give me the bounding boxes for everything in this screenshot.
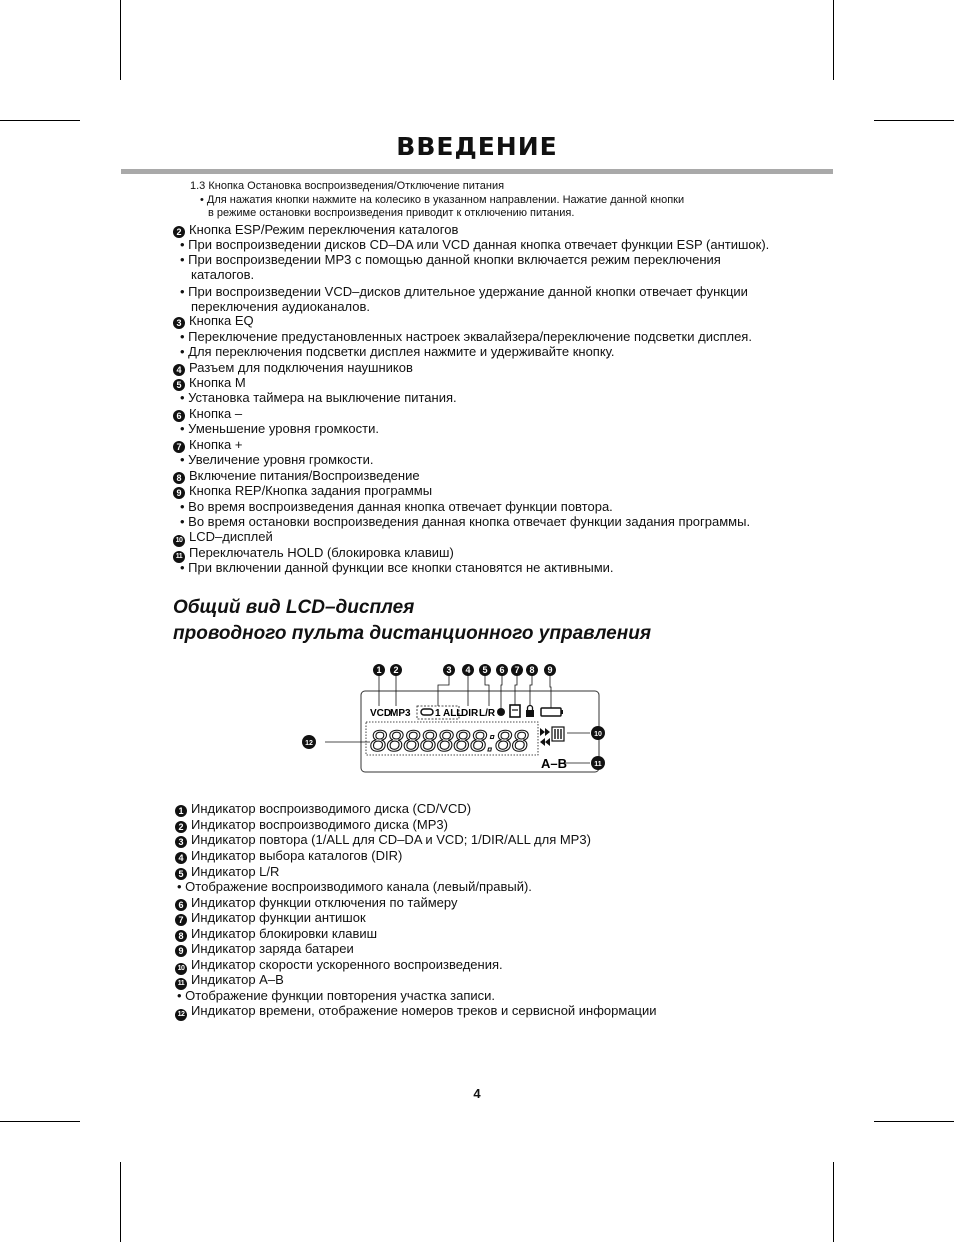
marker-5-icon: 5 [175,868,187,880]
marker-3-icon: 3 [173,317,185,329]
marker-2-icon: 2 [173,226,185,238]
marker-6-icon: 6 [173,410,185,422]
list-item-eq: 3 Кнопка EQ [173,313,254,329]
marker-10-icon: 10 [173,535,185,547]
list-item-m: 5 Кнопка M [173,375,246,391]
marker-4-icon: 4 [175,852,187,864]
bullet: • При воспроизведении MP3 с помощью данной кнопки включается режим переключения [180,252,721,267]
crop-mark [0,120,80,121]
crop-mark [874,120,954,121]
bullet-cont: переключения аудиоканалов. [191,299,371,314]
list-item-power: 8 Включение питания/Воспроизведение [173,468,420,484]
legend-item: 3 Индикатор повтора (1/ALL для CD–DA и VCD; 1/DIR/ALL для MP3) [175,832,591,848]
marker-5-icon: 5 [173,379,185,391]
svg-text:3: 3 [446,665,452,675]
legend-item: 4 Индикатор выбора каталогов (DIR) [175,848,402,864]
item-1-3: 1.3 Кнопка Остановка воспроизведения/Отключение питания [190,180,505,192]
bullet: • При включении данной функции все кнопки становятся не активными. [180,560,614,575]
list-item-hold: 11 Переключатель HOLD (блокировка клавиш) [173,545,454,563]
svg-text:6: 6 [499,665,505,675]
legend-item: 5 Индикатор L/R [175,864,279,880]
page-title: ВВЕДЕНИЕ [396,132,558,161]
list-item-headphones: 4 Разъем для подключения наушников [173,360,413,376]
svg-text:8: 8 [529,665,535,675]
legend-item: 9 Индикатор заряда батареи [175,941,354,957]
crop-mark [874,1121,954,1122]
svg-text:5: 5 [482,665,488,675]
lcd-heading-line1: Общий вид LCD–дисплея [173,597,415,618]
legend-item: 12 Индикатор времени, отображение номеров треков и сервисной информации [175,1003,657,1021]
svg-text:7: 7 [514,665,520,675]
bullet: • При воспроизведении VCD–дисков длительное удержание данной кнопки отвечает функции [180,284,748,299]
svg-text:11: 11 [594,761,602,768]
legend-item: 10 Индикатор скорости ускоренного воспроизведения. [175,957,503,975]
legend-item: 8 Индикатор блокировки клавиш [175,926,377,942]
marker-9-icon: 9 [175,945,187,957]
crop-mark [120,1162,121,1242]
page-number: 4 [473,1086,481,1101]
legend-item: 7 Индикатор функции антишок [175,910,366,926]
marker-11-icon: 11 [175,978,187,990]
marker-8-icon: 8 [175,930,187,942]
lcd-diagram [290,655,620,785]
svg-text:9: 9 [547,665,553,675]
bullet: • Увеличение уровня громкости. [180,452,374,467]
bullet: • Переключение предустановленных настроек эквалайзера/переключение подсветки дисплея. [180,329,752,344]
lcd-heading-line2: проводного пульта дистанционного управления [173,623,652,644]
bullet: • Для переключения подсветки дисплея нажмите и удерживайте кнопку. [180,344,615,359]
title-rule [121,169,833,174]
svg-text:4: 4 [465,665,471,675]
list-item-esp: 2 Кнопка ESP/Режим переключения каталогов [173,222,458,238]
marker-7-icon: 7 [173,441,185,453]
lock-icon [526,710,534,717]
dir-indicator: DIR [461,708,479,719]
list-item-plus: 7 Кнопка + [173,437,242,453]
svg-text:2: 2 [393,665,399,675]
repeat-indicator: 1 ALL [435,708,463,719]
bullet: • Во время остановки воспроизведения данная кнопка отвечает функции задания программы. [180,514,751,529]
vcd-indicator: VCD [370,708,392,719]
bullet-cont: каталогов. [191,267,255,282]
marker-2-icon: 2 [175,821,187,833]
crop-mark [0,1121,80,1122]
marker-9-icon: 9 [173,487,185,499]
legend-item: 1 Индикатор воспроизводимого диска (CD/VCD) [175,801,471,817]
marker-4-icon: 4 [173,364,185,376]
timer-icon [497,708,505,716]
marker-8-icon: 8 [173,472,185,484]
svg-text:1: 1 [376,665,382,675]
marker-12-icon: 12 [175,1009,187,1021]
crop-mark [833,0,834,80]
list-item-rep: 9 Кнопка REP/Кнопка задания программы [173,483,432,499]
svg-text:12: 12 [305,740,313,747]
item-1-3-bullet: • Для нажатия кнопки нажмите на колесико в указанном направлении. Нажатие данной кнопки [200,194,685,206]
marker-1-icon: 1 [175,805,187,817]
bullet: • Отображение функции повторения участка записи. [177,988,496,1003]
list-item-lcd: 10 LCD–дисплей [173,529,273,547]
lr-indicator: L/R [479,708,496,719]
item-1-3-bullet-cont: в режиме остановки воспроизведения приводит к отключению питания. [208,207,575,219]
bullet: • Уменьшение уровня громкости. [180,421,379,436]
legend-item: 11 Индикатор A–B [175,972,284,990]
marker-10-icon: 10 [175,963,187,975]
legend-item: 2 Индикатор воспроизводимого диска (MP3) [175,817,448,833]
marker-6-icon: 6 [175,899,187,911]
legend-item: 6 Индикатор функции отключения по таймеру [175,895,457,911]
time-digits: 8888888:88 [370,725,529,758]
crop-mark [120,0,121,80]
crop-mark [833,1162,834,1242]
bullet: • Отображение воспроизводимого канала (левый/правый). [177,879,532,894]
mp3-indicator: MP3 [390,708,411,719]
bullet: • Установка таймера на выключение питания. [180,390,457,405]
marker-11-icon: 11 [173,551,185,563]
marker-3-icon: 3 [175,836,187,848]
svg-text:10: 10 [594,731,602,738]
ab-indicator: A–B [541,756,568,771]
bullet: • Во время воспроизведения данная кнопка отвечает функции повтора. [180,499,613,514]
list-item-minus: 6 Кнопка – [173,406,242,422]
marker-7-icon: 7 [175,914,187,926]
bullet: • При воспроизведении дисков CD–DA или VCD данная кнопка отвечает функции ESP (антишок). [180,237,770,252]
